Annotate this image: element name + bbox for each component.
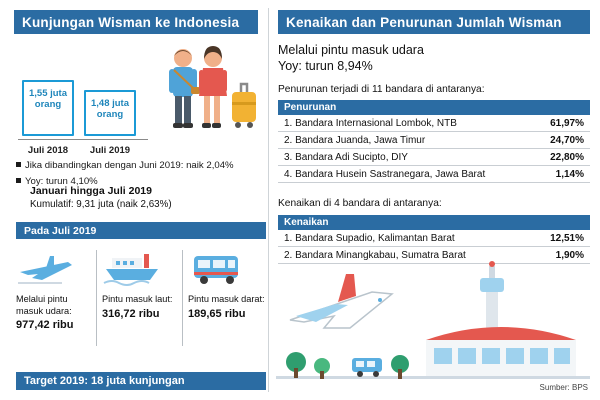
entry-mode-land-label: Pintu masuk darat: bbox=[188, 294, 265, 304]
airport-name: 2. Bandara Minangkabau, Sumatra Barat bbox=[284, 249, 466, 261]
table-row bbox=[278, 166, 590, 183]
airport-name: 2. Bandara Juanda, Jawa Timur bbox=[284, 134, 426, 146]
entry-mode-sea bbox=[102, 248, 182, 320]
airport-value: 1,14% bbox=[555, 168, 584, 180]
table-row bbox=[278, 115, 590, 132]
penurunan-table bbox=[278, 100, 590, 183]
entry-mode-air-label: Melalui pintu masuk udara: bbox=[16, 294, 72, 316]
bar-label-2018: Juli 2018 bbox=[27, 145, 69, 156]
bullet-text: Jika dibandingkan dengan Juni 2019: naik 2,04% bbox=[25, 160, 234, 171]
right-lead-text bbox=[278, 42, 588, 74]
bar-value-2019: 1,48 juta orang bbox=[84, 90, 136, 136]
entry-mode-land bbox=[188, 248, 268, 320]
penurunan-table-caption: Penurunan bbox=[278, 100, 590, 115]
airport-name: 3. Bandara Adi Sucipto, DIY bbox=[284, 151, 408, 163]
cumulative-period-block bbox=[30, 185, 268, 210]
kenaikan-table-caption: Kenaikan bbox=[278, 215, 590, 230]
left-panel-header: Kunjungan Wisman ke Indonesia bbox=[14, 10, 258, 34]
table-row bbox=[278, 149, 590, 166]
entry-mode-air bbox=[16, 248, 96, 331]
airport-value: 12,51% bbox=[550, 232, 584, 244]
lead-line-2: Yoy: turun 8,94% bbox=[278, 59, 373, 73]
entry-mode-sea-value: 316,72 ribu bbox=[102, 307, 160, 320]
airport-name: 1. Bandara Internasional Lombok, NTB bbox=[284, 117, 457, 129]
column-divider bbox=[268, 8, 269, 392]
period-title: Januari hingga Juli 2019 bbox=[30, 185, 152, 197]
airport-illustration bbox=[276, 258, 590, 386]
bullet-square-icon bbox=[16, 178, 21, 183]
target-banner: Target 2019: 18 juta kunjungan bbox=[16, 372, 266, 390]
mode-divider bbox=[96, 250, 97, 346]
airplane-icon bbox=[16, 248, 96, 290]
table-row bbox=[278, 132, 590, 149]
tourist-couple-illustration bbox=[150, 44, 262, 154]
bar-label-2019: Juli 2019 bbox=[89, 145, 131, 156]
bar-group-2019 bbox=[84, 90, 136, 136]
entry-mode-land-value: 189,65 ribu bbox=[188, 307, 246, 320]
bar-group-2018 bbox=[22, 80, 74, 136]
penurunan-subtitle: Penurunan terjadi di 11 bandara di antaranya: bbox=[278, 84, 485, 95]
entry-mode-sea-label: Pintu masuk laut: bbox=[102, 294, 173, 304]
bar-value-2018: 1,55 juta orang bbox=[22, 80, 74, 136]
source-note: Sumber: BPS bbox=[539, 383, 588, 392]
bus-icon bbox=[188, 248, 268, 290]
visitor-bar-chart bbox=[18, 44, 148, 156]
bullet-text: Yoy: turun 4,10% bbox=[25, 176, 98, 187]
kenaikan-table bbox=[278, 215, 590, 264]
ship-icon bbox=[102, 248, 182, 290]
table-row bbox=[278, 230, 590, 247]
lead-line-1: Melalui pintu masuk udara bbox=[278, 43, 424, 57]
airport-value: 22,80% bbox=[550, 151, 584, 163]
entry-modes-group bbox=[16, 248, 266, 366]
airport-name: 1. Bandara Supadio, Kalimantan Barat bbox=[284, 232, 455, 244]
mode-divider bbox=[182, 250, 183, 346]
period-detail: Kumulatif: 9,31 juta (naik 2,63%) bbox=[30, 199, 172, 210]
airport-value: 1,90% bbox=[555, 249, 584, 261]
bullet-square-icon bbox=[16, 162, 21, 167]
entry-mode-air-value: 977,42 ribu bbox=[16, 319, 74, 331]
airport-name: 4. Bandara Husein Sastranegara, Jawa Barat bbox=[284, 168, 486, 180]
airport-value: 61,97% bbox=[550, 117, 584, 129]
airport-value: 24,70% bbox=[550, 134, 584, 146]
chart-baseline bbox=[18, 139, 148, 140]
right-panel-header: Kenaikan dan Penurunan Jumlah Wisman bbox=[278, 10, 590, 34]
bullet-item bbox=[16, 160, 264, 172]
kenaikan-subtitle: Kenaikan di 4 bandara di antaranya: bbox=[278, 198, 442, 209]
pada-juli-banner: Pada Juli 2019 bbox=[16, 222, 266, 239]
